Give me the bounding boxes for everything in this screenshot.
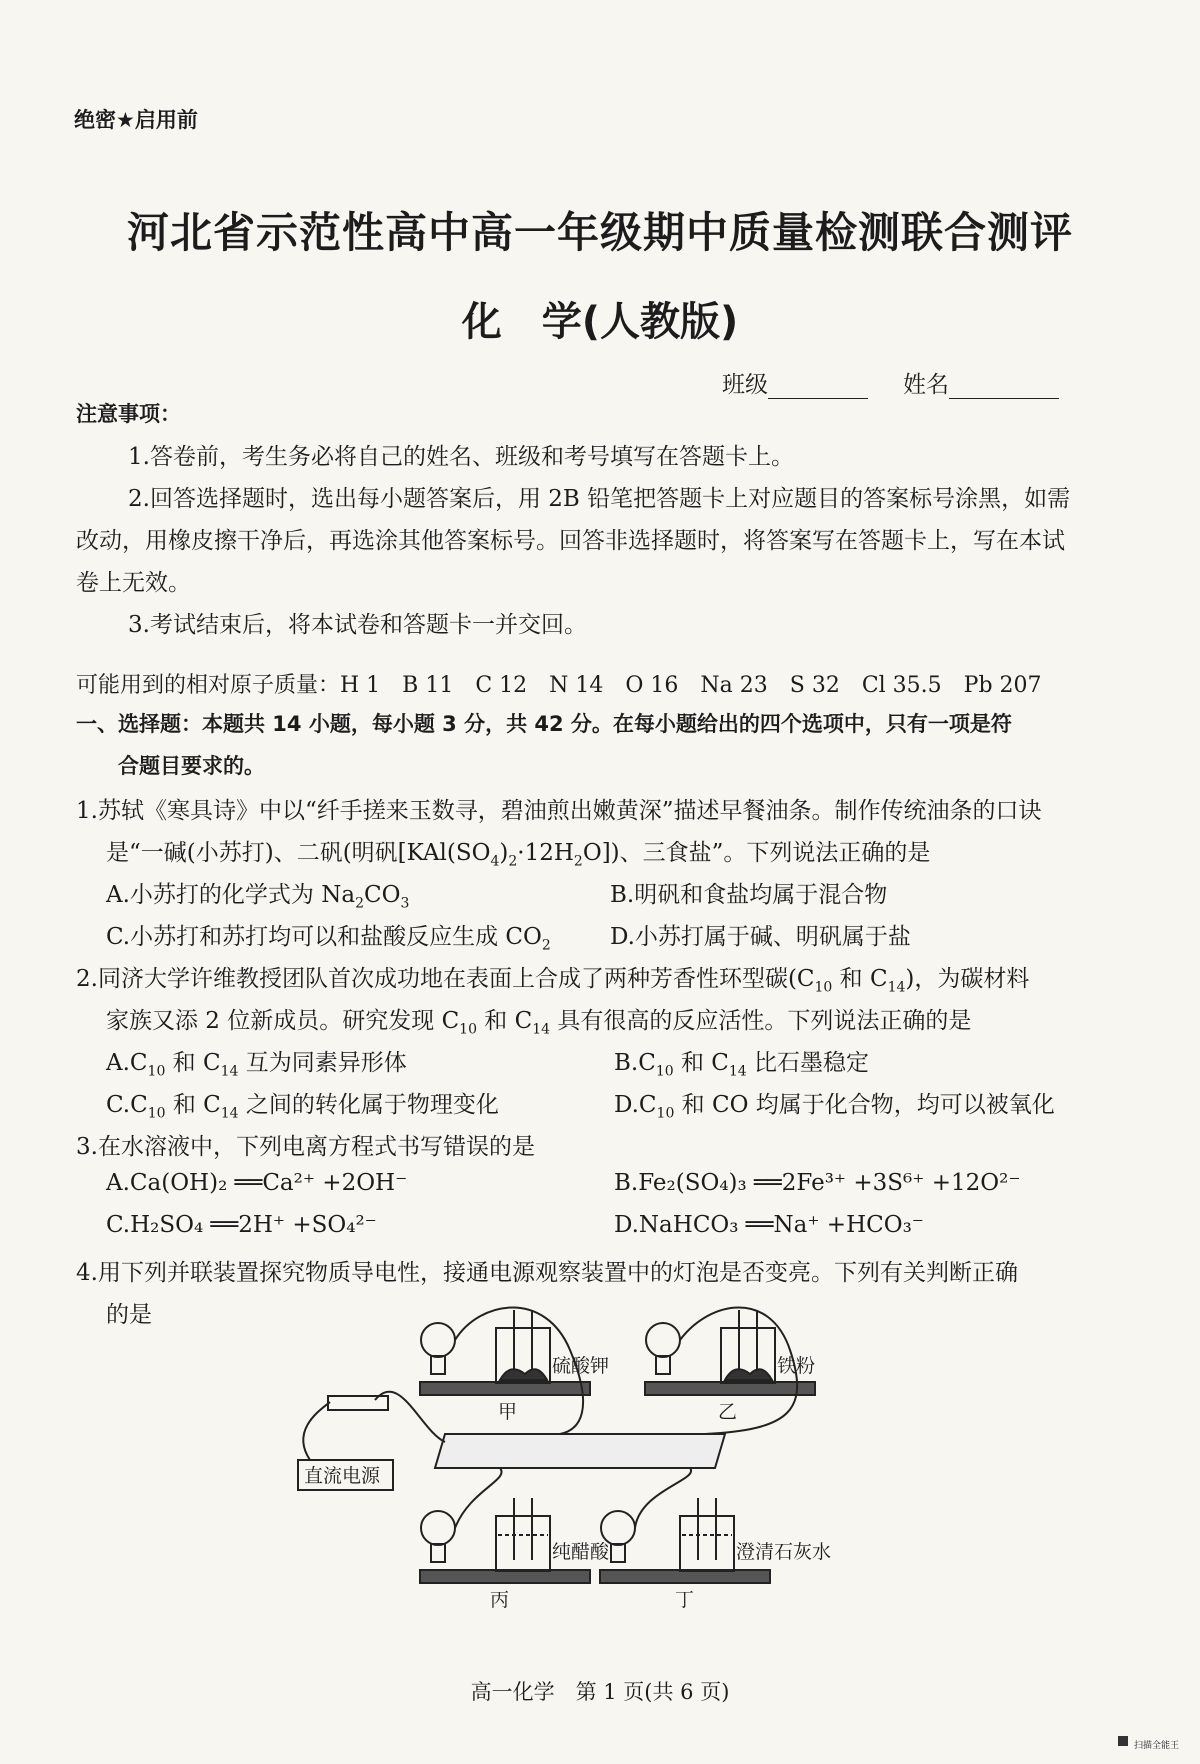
bulb-socket-bing xyxy=(431,1544,445,1562)
q4-stem-line-1: 4.用下列并联装置探究物质导电性，接通电源观察装置中的灯泡是否变亮。下列有关判断正确 xyxy=(76,1260,1018,1286)
notice-item-1: 1.答卷前，考生务必将自己的姓名、班级和考号填写在答题卡上。 xyxy=(128,444,794,470)
beaker-ding xyxy=(680,1516,734,1571)
page-title: 河北省示范性高中高一年级期中质量检测联合测评 xyxy=(126,208,1073,257)
class-blank[interactable] xyxy=(768,378,868,399)
q2-option-b[interactable]: $B.C_{10}$ 和 $C_{14}$ 比石墨稳定 xyxy=(614,1050,870,1080)
page-footer: 高一化学 第 1 页(共 6 页) xyxy=(470,1680,730,1704)
potassium-sulfate-solid xyxy=(500,1369,547,1380)
scanner-watermark: 扫描全能王 xyxy=(1134,1741,1180,1751)
q3-stem: 3.在水溶液中，下列电离方程式书写错误的是 xyxy=(76,1134,535,1160)
q1-option-c[interactable]: C.小苏打和苏打均可以和盐酸反应生成 $CO_2$ xyxy=(106,924,551,954)
wire-power-left xyxy=(303,1402,330,1460)
label-yi: 乙 xyxy=(718,1401,738,1423)
conductivity-apparatus-diagram xyxy=(304,1310,920,1640)
confidential-mark: 绝密★启用前 xyxy=(74,108,198,132)
notice-item-2-line-2: 改动，用橡皮擦干净后，再选涂其他答案标号。回答非选择题时，将答案写在答题卡上，写在本试 xyxy=(76,528,1065,554)
wire-ding xyxy=(635,1468,691,1528)
q3-option-a[interactable]: A.Ca(OH)₂ ══Ca²⁺ +2OH⁻ xyxy=(106,1170,408,1196)
switch-board xyxy=(435,1434,725,1468)
iron-powder-solid xyxy=(725,1369,772,1380)
name-label: 姓名 xyxy=(903,372,949,398)
name-field[interactable] xyxy=(903,366,1059,399)
notice-item-2-line-3: 卷上无效。 xyxy=(76,570,191,596)
bulb-ding xyxy=(601,1511,635,1545)
label-jia: 甲 xyxy=(498,1401,518,1423)
q2-option-d[interactable]: $D.C_{10}$ 和 CO 均属于化合物，均可以被氧化 xyxy=(614,1092,1055,1122)
apparatus-bing xyxy=(420,1468,590,1583)
q3-option-d[interactable]: D.NaHCO₃ ══Na⁺ +HCO₃⁻ xyxy=(614,1212,924,1238)
q2-stem-line-1: 2.同济大学许维教授团队首次成功地在表面上合成了两种芳香性环型碳($C_{10}$ 和 $C_{14}$)，为碳材料 xyxy=(76,966,1030,996)
label-limewater: 澄清石灰水 xyxy=(736,1541,832,1563)
bulb-socket-yi xyxy=(656,1356,670,1374)
notice-item-3: 3.考试结束后，将本试卷和答题卡一并交回。 xyxy=(128,612,587,638)
label-bing: 丙 xyxy=(490,1589,510,1611)
q1-stem-line-2: 是“一碱(小苏打)、二矾(明矾$[KAl(SO_4)_2\cdot 12H_2O]$)、三食盐”。下列说法正确的是 xyxy=(106,840,931,870)
wire-power-top xyxy=(375,1392,445,1442)
label-ding: 丁 xyxy=(675,1589,695,1611)
apparatus-yi xyxy=(645,1310,815,1395)
q2-stem-line-2: 家族又添 2 位新成员。研究发现 $C_{10}$ 和 $C_{14}$ 具有很高的反应活性。下列说法正确的是 xyxy=(106,1008,972,1038)
class-label: 班级 xyxy=(722,372,768,398)
bulb-socket-ding xyxy=(611,1544,625,1562)
q2-option-c[interactable]: $C.C_{10}$ 和 $C_{14}$ 之间的转化属于物理变化 xyxy=(106,1092,499,1122)
subject-title: 化 学(人教版) xyxy=(461,299,739,345)
notice-heading: 注意事项： xyxy=(76,402,181,426)
bulb-socket-jia xyxy=(431,1356,445,1374)
label-pure-acetic-acid: 纯醋酸 xyxy=(552,1541,610,1563)
atomic-masses: 可能用到的相对原子质量：H 1 B 11 C 12 N 14 O 16 Na 23 S 32 Cl 35.5 Pb 207 xyxy=(76,673,1042,698)
bulb-jia xyxy=(421,1323,455,1357)
name-blank[interactable] xyxy=(949,378,1059,399)
q2-option-a[interactable]: $A.C_{10}$ 和 $C_{14}$ 互为同素异形体 xyxy=(106,1050,407,1080)
q1-option-b[interactable]: B.明矾和食盐均属于混合物 xyxy=(610,882,888,908)
section-1-line-2: 合题目要求的。 xyxy=(118,754,265,778)
q1-option-d[interactable]: D.小苏打属于碱、明矾属于盐 xyxy=(610,924,911,950)
label-iron-powder: 铁粉 xyxy=(777,1355,816,1377)
class-field[interactable] xyxy=(722,366,868,399)
q3-option-b[interactable]: B.Fe₂(SO₄)₃ ══2Fe³⁺ +3S⁶⁺ +12O²⁻ xyxy=(614,1170,1021,1196)
qr-code-icon xyxy=(1118,1736,1128,1746)
bulb-yi xyxy=(646,1323,680,1357)
wire-bing xyxy=(455,1468,502,1528)
q1-stem-line-1: 1.苏轼《寒具诗》中以“纤手搓来玉数寻，碧油煎出嫩黄深”描述早餐油条。制作传统油条的口诀 xyxy=(76,798,1042,824)
notice-item-2-line-1: 2.回答选择题时，选出每小题答案后，用 2B 铅笔把答题卡上对应题目的答案标号涂黑，如需 xyxy=(128,486,1071,512)
label-potassium-sulfate: 硫酸钾 xyxy=(552,1355,610,1377)
bulb-bing xyxy=(421,1511,455,1545)
label-power-supply: 直流电源 xyxy=(304,1465,381,1487)
apparatus-jia xyxy=(420,1310,590,1395)
q4-stem-line-2: 的是 xyxy=(106,1302,152,1328)
beaker-bing xyxy=(496,1516,550,1571)
section-1-line-1: 一、选择题：本题共 14 小题，每小题 3 分，共 42 分。在每小题给出的四个选项中，只有一项是符 xyxy=(76,712,1012,736)
q1-option-a[interactable]: A.小苏打的化学式为 $Na_2CO_3$ xyxy=(106,882,410,912)
apparatus-ding xyxy=(600,1468,770,1583)
q3-option-c[interactable]: C.H₂SO₄ ══2H⁺ +SO₄²⁻ xyxy=(106,1212,377,1238)
